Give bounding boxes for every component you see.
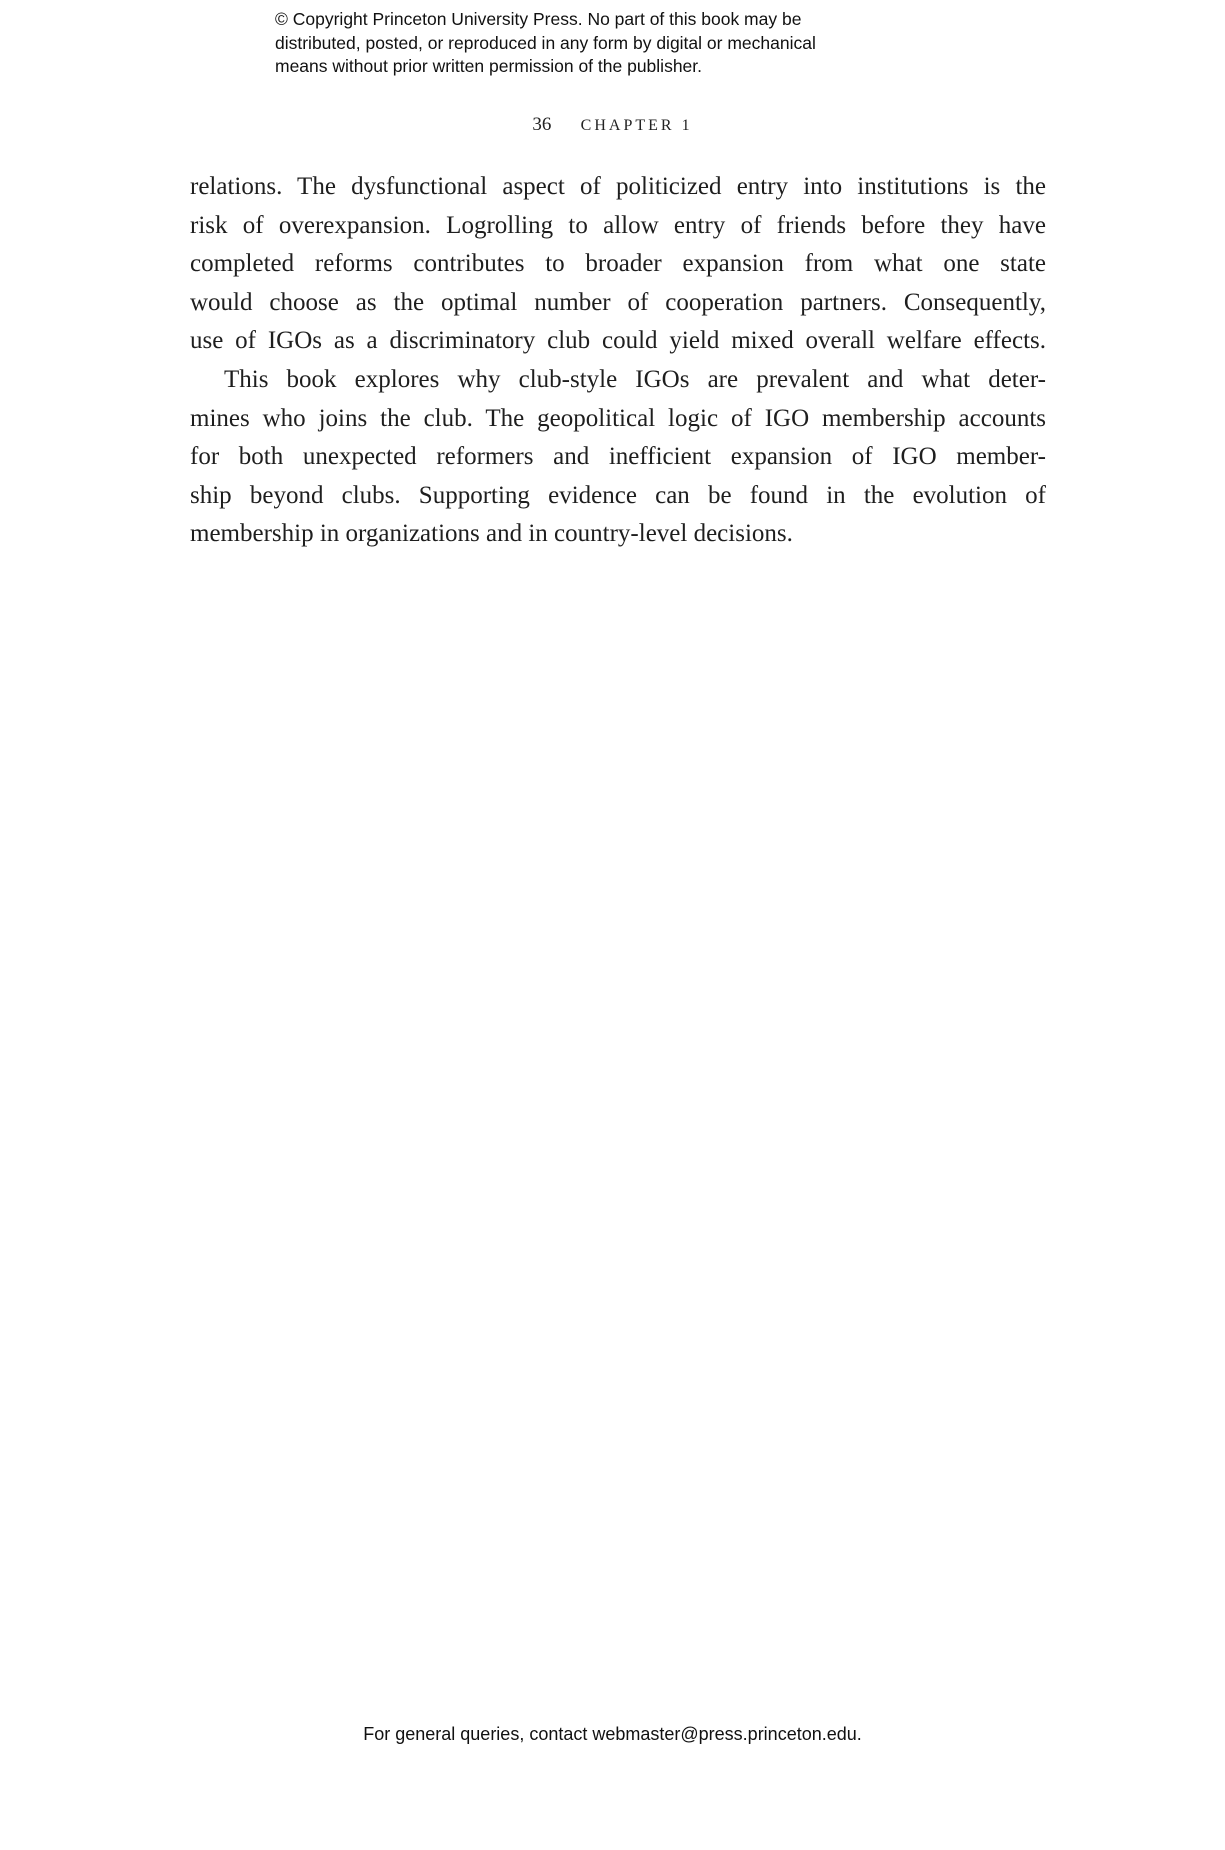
body-text bbox=[190, 168, 1046, 554]
text-line: This book explores why club-style IGOs are prevalent and what deter- bbox=[224, 365, 1046, 393]
text-line: relations. The dysfunctional aspect of politicized entry into institutions is the bbox=[190, 173, 1046, 200]
text-line: ship beyond clubs. Supporting evidence can be found in the evolution of bbox=[190, 481, 1046, 509]
text-line: membership in organizations and in country-level decisions. bbox=[190, 520, 793, 548]
copyright-line: means without prior written permission of the publisher. bbox=[275, 56, 703, 76]
chapter-label: CHAPTER 1 bbox=[580, 117, 693, 134]
copyright-notice bbox=[275, 8, 895, 79]
text-line: use of IGOs as a discriminatory club could yield mixed overall welfare effects. bbox=[190, 327, 1046, 355]
copyright-line: © Copyright Princeton University Press. No part of this book may be bbox=[275, 9, 802, 29]
text-line: mines who joins the club. The geopolitical logic of IGO membership accounts bbox=[190, 404, 1046, 432]
copyright-line: distributed, posted, or reproduced in any form by digital or mechanical bbox=[275, 32, 816, 53]
text-line: for both unexpected reformers and inefficient expansion of IGO member- bbox=[190, 443, 1046, 471]
text-line: completed reforms contributes to broader expansion from what one state bbox=[190, 250, 1046, 278]
text-line: risk of overexpansion. Logrolling to allow entry of friends before they have bbox=[190, 211, 1046, 239]
footer-contact: For general queries, contact webmaster@press.princeton.edu. bbox=[363, 1724, 862, 1744]
page-number: 36 bbox=[532, 114, 552, 135]
text-line: would choose as the optimal number of cooperation partners. Consequently, bbox=[190, 288, 1046, 316]
paragraph-1 bbox=[190, 168, 1046, 361]
paragraph-2 bbox=[190, 361, 1046, 554]
running-head bbox=[0, 114, 1225, 136]
